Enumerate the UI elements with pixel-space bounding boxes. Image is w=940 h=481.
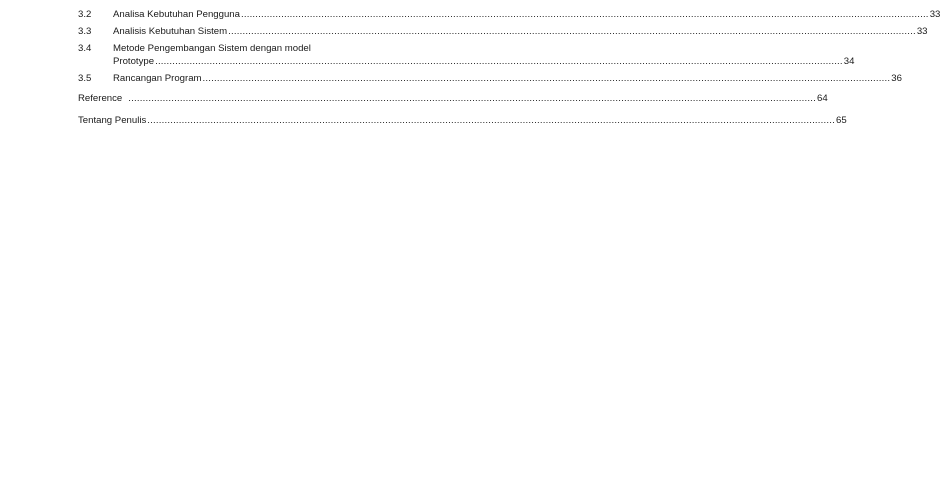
toc-entry-number: 3.3 [78,26,92,37]
toc-entry-page: 33 [916,26,928,37]
toc-entry-page: 65 [836,115,847,126]
table-of-contents [78,9,940,126]
toc-entry-page: 33 [929,9,940,20]
toc-entry-title: Analisa Kebutuhan Pengguna [113,9,240,20]
toc-entry-page: 64 [816,93,828,104]
toc-entry-number: 3.2 [78,9,92,20]
toc-leader-dots [203,73,891,84]
toc-entry[interactable] [78,26,928,37]
toc-entry-author[interactable] [78,115,847,126]
toc-entry-title-continued: Prototype [113,56,155,67]
toc-entry[interactable] [78,73,902,84]
toc-entry-page: 34 [843,56,855,67]
toc-entry-reference[interactable] [78,93,828,104]
toc-leader-dots [147,115,835,126]
toc-entry-number: 3.4 [78,43,92,54]
toc-leader-dots [241,9,929,20]
toc-entry-title: Rancangan Program [113,73,202,84]
toc-entry-title: Analisis Kebutuhan Sistem [113,26,228,37]
toc-entry-title: Tentang Penulis [78,115,147,126]
toc-entry-number: 3.5 [78,73,92,84]
toc-entry-title: Reference [78,93,123,104]
toc-leader-dots [128,93,816,104]
toc-leader-dots [155,56,843,67]
toc-entry-page: 36 [891,73,902,84]
toc-entry-title: Metode Pengembangan Sistem dengan model [113,43,311,54]
toc-leader-dots [228,26,916,37]
toc-entry[interactable] [78,9,940,20]
toc-entry[interactable] [78,43,855,67]
